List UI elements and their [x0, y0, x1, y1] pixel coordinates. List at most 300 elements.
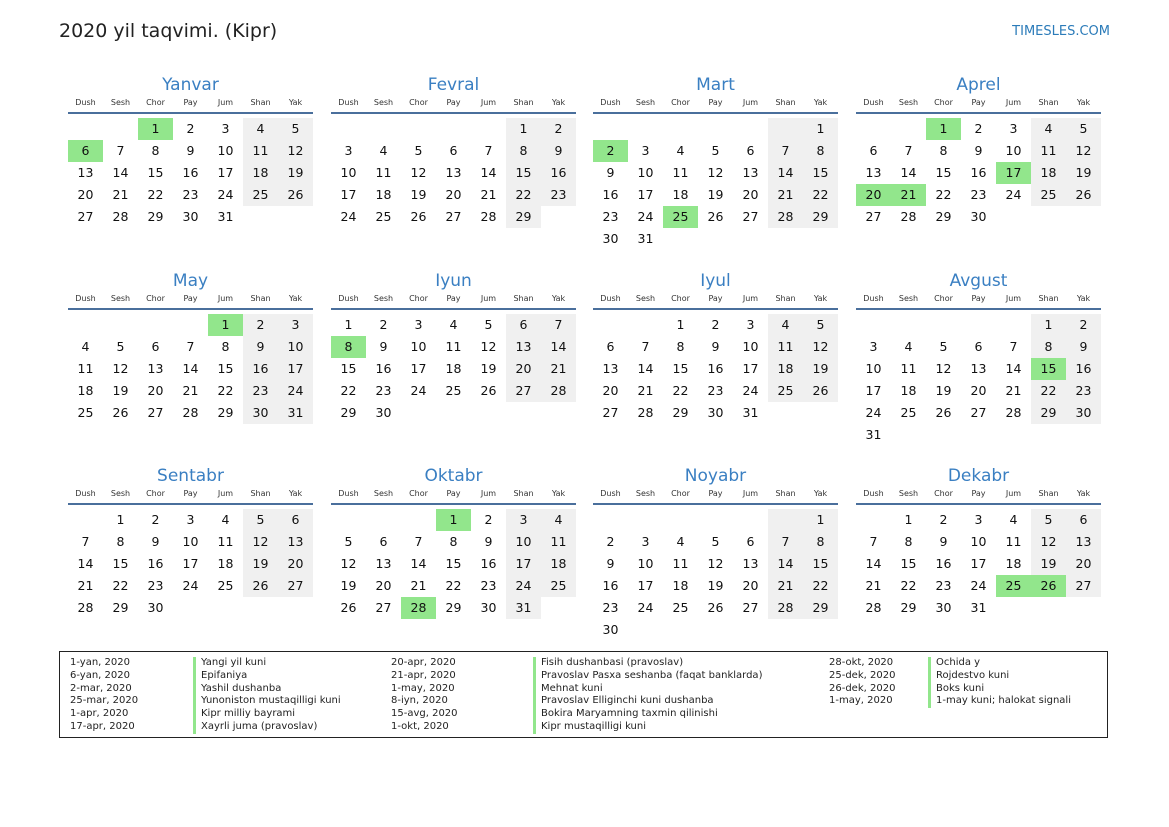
day: 16: [375, 361, 392, 376]
day-grid: [331, 509, 576, 619]
day: 22: [803, 575, 838, 597]
day: 5: [1066, 118, 1101, 140]
day: 20: [1066, 553, 1101, 575]
empty-day: [1066, 424, 1101, 446]
day: 2: [939, 512, 948, 527]
day: 17: [340, 187, 357, 202]
weekday-label: Dush: [600, 294, 621, 303]
day: 19: [1066, 162, 1101, 184]
holiday-day: 26: [1031, 575, 1066, 597]
day: 27: [445, 209, 462, 224]
day: 12: [803, 336, 838, 358]
day: 21: [541, 358, 576, 380]
empty-day: [856, 509, 891, 531]
day: 5: [116, 339, 125, 354]
empty-day: [593, 314, 628, 336]
day: 12: [935, 361, 952, 376]
day: 30: [1066, 402, 1101, 424]
month-iyul: [593, 269, 838, 424]
day: 13: [742, 165, 759, 180]
day: 8: [221, 339, 230, 354]
day: 2: [484, 512, 493, 527]
empty-day: [173, 597, 208, 619]
legend-date: 1-may, 2020: [829, 695, 893, 707]
day: 18: [541, 553, 576, 575]
empty-day: [891, 314, 926, 336]
weekday-header: [331, 97, 576, 114]
weekday-label: Dush: [338, 98, 359, 107]
legend-holiday-name: Bokira Maryamning taxmin qilinishi: [541, 708, 718, 720]
day: 3: [641, 534, 650, 549]
weekday-label: Yak: [551, 98, 566, 107]
day: 4: [221, 512, 230, 527]
day: 30: [480, 600, 497, 615]
legend-date: 6-yan, 2020: [70, 669, 130, 681]
day: 19: [243, 553, 278, 575]
legend-color-bar: [193, 657, 196, 734]
day: 11: [541, 531, 576, 553]
legend-holiday-name: Epifaniya: [201, 669, 248, 681]
day: 1: [803, 118, 838, 140]
day: 15: [672, 361, 689, 376]
empty-day: [856, 314, 891, 336]
empty-day: [768, 228, 803, 250]
weekday-label: Pay: [446, 98, 461, 107]
day: 21: [1005, 383, 1022, 398]
day: 21: [112, 187, 129, 202]
day: 20: [742, 187, 759, 202]
day: 14: [182, 361, 199, 376]
empty-day: [733, 619, 768, 641]
day: 24: [637, 209, 654, 224]
day: 14: [410, 556, 427, 571]
legend-date: 17-apr, 2020: [70, 720, 135, 732]
empty-day: [243, 206, 278, 228]
weekday-label: Dush: [75, 294, 96, 303]
day: 24: [865, 405, 882, 420]
empty-day: [1066, 597, 1101, 619]
day: 19: [340, 578, 357, 593]
day: 30: [602, 231, 619, 246]
day: 4: [449, 317, 458, 332]
weekday-label: Chor: [934, 294, 953, 303]
day: 15: [803, 553, 838, 575]
day: 9: [379, 339, 388, 354]
day: 22: [147, 187, 164, 202]
day: 2: [974, 121, 983, 136]
day: 26: [243, 575, 278, 597]
day: 31: [742, 405, 759, 420]
legend-date: 25-dek, 2020: [829, 669, 896, 681]
day: 1: [676, 317, 685, 332]
legend-holiday-name: Xayrli juma (pravoslav): [201, 720, 318, 732]
day: 20: [278, 553, 313, 575]
weekday-label: Jum: [1005, 294, 1022, 303]
day: 28: [480, 209, 497, 224]
day: 2: [541, 118, 576, 140]
weekday-label: Shan: [775, 294, 796, 303]
day: 27: [970, 405, 987, 420]
day: 9: [606, 556, 615, 571]
legend-holiday-name: Mehnat kuni: [541, 682, 603, 694]
legend-names: [541, 657, 762, 734]
day: 16: [147, 556, 164, 571]
day: 26: [480, 383, 497, 398]
day: 13: [602, 361, 619, 376]
day: 23: [602, 209, 619, 224]
day: 13: [865, 165, 882, 180]
day: 10: [278, 336, 313, 358]
legend-date: 1-okt, 2020: [391, 720, 449, 732]
day: 7: [904, 143, 913, 158]
day: 10: [970, 534, 987, 549]
day: 10: [637, 165, 654, 180]
holiday-day: 8: [331, 336, 366, 358]
day: 7: [116, 143, 125, 158]
weekday-label: Pay: [708, 489, 723, 498]
empty-day: [138, 314, 173, 336]
holiday-day: 21: [891, 184, 926, 206]
empty-day: [331, 118, 366, 140]
weekday-label: Sesh: [635, 294, 656, 303]
empty-day: [1066, 206, 1101, 228]
empty-day: [628, 509, 663, 531]
day: 17: [217, 165, 234, 180]
weekday-label: Pay: [183, 294, 198, 303]
day: 16: [602, 187, 619, 202]
weekday-label: Shan: [513, 294, 534, 303]
day: 17: [970, 556, 987, 571]
day: 14: [900, 165, 917, 180]
weekday-label: Yak: [288, 489, 303, 498]
day: 25: [1031, 184, 1066, 206]
day: 16: [182, 165, 199, 180]
day: 6: [449, 143, 458, 158]
legend-holiday-name: Yunoniston mustaqilligi kuni: [201, 695, 341, 707]
day: 28: [637, 405, 654, 420]
day: 9: [186, 143, 195, 158]
legend-date: 2-mar, 2020: [70, 682, 132, 694]
day: 20: [970, 383, 987, 398]
day: 6: [974, 339, 983, 354]
day: 6: [151, 339, 160, 354]
legend-date: 20-apr, 2020: [391, 657, 456, 668]
empty-day: [698, 118, 733, 140]
day: 20: [445, 187, 462, 202]
day: 18: [768, 358, 803, 380]
empty-day: [103, 118, 138, 140]
day-grid: [68, 118, 313, 228]
empty-day: [278, 597, 313, 619]
day: 20: [602, 383, 619, 398]
holiday-day: 1: [208, 314, 243, 336]
day: 2: [243, 314, 278, 336]
weekday-label: Sesh: [373, 489, 394, 498]
day: 7: [869, 534, 878, 549]
empty-day: [541, 402, 576, 424]
day: 28: [77, 600, 94, 615]
weekday-label: Jum: [480, 294, 497, 303]
day: 11: [1005, 534, 1022, 549]
day: 6: [506, 314, 541, 336]
day: 8: [1031, 336, 1066, 358]
day-grid: [68, 314, 313, 424]
day: 24: [742, 383, 759, 398]
day: 30: [182, 209, 199, 224]
weekday-label: Jum: [217, 294, 234, 303]
day: 14: [1005, 361, 1022, 376]
day: 30: [602, 622, 619, 637]
day: 27: [506, 380, 541, 402]
day: 6: [746, 143, 755, 158]
day: 10: [1005, 143, 1022, 158]
weekday-label: Yak: [813, 489, 828, 498]
day: 23: [1066, 380, 1101, 402]
day: 30: [970, 209, 987, 224]
empty-day: [996, 206, 1031, 228]
site-link[interactable]: TIMESLES.COM: [1012, 24, 1110, 39]
day: 11: [672, 556, 689, 571]
legend-holiday-name: 1-may kuni; halokat signali: [936, 695, 1071, 707]
weekday-label: Pay: [708, 98, 723, 107]
day: 5: [278, 118, 313, 140]
empty-day: [593, 118, 628, 140]
day: 9: [974, 143, 983, 158]
weekday-header: [856, 488, 1101, 505]
legend-date: 1-may, 2020: [391, 682, 455, 694]
day: 14: [480, 165, 497, 180]
day: 15: [112, 556, 129, 571]
weekday-label: Dush: [600, 489, 621, 498]
weekday-label: Shan: [775, 489, 796, 498]
day: 3: [641, 143, 650, 158]
weekday-label: Sesh: [110, 294, 131, 303]
day: 24: [506, 575, 541, 597]
weekday-label: Sesh: [898, 98, 919, 107]
day: 29: [147, 209, 164, 224]
empty-day: [926, 424, 961, 446]
day: 29: [340, 405, 357, 420]
day: 24: [217, 187, 234, 202]
weekday-label: Dush: [75, 489, 96, 498]
day: 8: [803, 531, 838, 553]
weekday-label: Jum: [217, 489, 234, 498]
day: 24: [340, 209, 357, 224]
weekday-label: Jum: [1005, 98, 1022, 107]
month-noyabr: [593, 464, 838, 641]
month-oktabr: [331, 464, 576, 619]
day: 1: [803, 509, 838, 531]
day: 4: [243, 118, 278, 140]
weekday-label: Pay: [446, 489, 461, 498]
weekday-label: Shan: [1038, 98, 1059, 107]
weekday-label: Sesh: [110, 489, 131, 498]
day: 29: [112, 600, 129, 615]
day: 29: [445, 600, 462, 615]
empty-day: [436, 118, 471, 140]
day: 29: [1031, 402, 1066, 424]
day: 2: [151, 512, 160, 527]
empty-day: [926, 314, 961, 336]
day: 1: [116, 512, 125, 527]
day: 6: [606, 339, 615, 354]
day: 3: [506, 509, 541, 531]
day: 9: [151, 534, 160, 549]
day: 26: [410, 209, 427, 224]
day: 22: [672, 383, 689, 398]
day: 26: [707, 209, 724, 224]
day: 3: [1009, 121, 1018, 136]
day: 1: [506, 118, 541, 140]
day: 4: [768, 314, 803, 336]
day: 12: [243, 531, 278, 553]
empty-day: [506, 402, 541, 424]
legend-date: 1-yan, 2020: [70, 657, 130, 668]
day: 23: [707, 383, 724, 398]
day: 7: [541, 314, 576, 336]
day: 12: [480, 339, 497, 354]
weekday-label: Shan: [513, 98, 534, 107]
day: 5: [414, 143, 423, 158]
empty-day: [541, 206, 576, 228]
day: 9: [243, 336, 278, 358]
day: 26: [803, 380, 838, 402]
day: 21: [865, 578, 882, 593]
day: 24: [278, 380, 313, 402]
day: 4: [904, 339, 913, 354]
weekday-label: Chor: [671, 489, 690, 498]
day: 19: [480, 361, 497, 376]
day: 8: [803, 140, 838, 162]
weekday-label: Dush: [863, 489, 884, 498]
day: 17: [278, 358, 313, 380]
day: 9: [484, 534, 493, 549]
day: 12: [112, 361, 129, 376]
day: 14: [541, 336, 576, 358]
day: 22: [935, 187, 952, 202]
holiday-day: 25: [996, 575, 1031, 597]
day: 2: [606, 534, 615, 549]
day: 18: [1031, 162, 1066, 184]
empty-day: [768, 118, 803, 140]
day: 20: [742, 578, 759, 593]
day: 30: [147, 600, 164, 615]
empty-day: [331, 509, 366, 531]
day: 20: [375, 578, 392, 593]
empty-day: [436, 402, 471, 424]
weekday-label: Chor: [934, 98, 953, 107]
day: 29: [506, 206, 541, 228]
day: 16: [480, 556, 497, 571]
day: 5: [1031, 509, 1066, 531]
day: 28: [182, 405, 199, 420]
empty-day: [803, 402, 838, 424]
day: 4: [379, 143, 388, 158]
day: 3: [278, 314, 313, 336]
day: 16: [970, 165, 987, 180]
holiday-day: 20: [856, 184, 891, 206]
month-name: Oktabr: [424, 466, 483, 486]
day: 11: [672, 165, 689, 180]
month-name: Mart: [696, 75, 735, 95]
weekday-label: Dush: [600, 98, 621, 107]
day: 6: [379, 534, 388, 549]
day: 27: [375, 600, 392, 615]
legend-color-bar: [928, 657, 931, 708]
weekday-label: Chor: [146, 98, 165, 107]
day: 19: [935, 383, 952, 398]
day: 23: [602, 600, 619, 615]
empty-day: [173, 314, 208, 336]
month-name: Sentabr: [157, 466, 224, 486]
legend-holiday-name: Pravoslav Pasxa seshanba (faqat banklarda): [541, 669, 763, 681]
day: 11: [768, 336, 803, 358]
empty-day: [208, 597, 243, 619]
day: 13: [147, 361, 164, 376]
day: 27: [278, 575, 313, 597]
day: 6: [869, 143, 878, 158]
day: 30: [375, 405, 392, 420]
weekday-label: Jum: [217, 98, 234, 107]
weekday-header: [593, 293, 838, 310]
day: 7: [641, 339, 650, 354]
day: 19: [410, 187, 427, 202]
empty-day: [768, 509, 803, 531]
month-may: [68, 269, 313, 424]
legend-color-bar: [533, 657, 536, 734]
holiday-day: 6: [68, 140, 103, 162]
day: 22: [112, 578, 129, 593]
weekday-label: Jum: [742, 489, 759, 498]
weekday-label: Jum: [480, 98, 497, 107]
day: 25: [900, 405, 917, 420]
day-grid: [331, 314, 576, 424]
day: 27: [865, 209, 882, 224]
empty-day: [243, 597, 278, 619]
weekday-label: Yak: [288, 294, 303, 303]
weekday-header: [856, 293, 1101, 310]
day: 16: [541, 162, 576, 184]
empty-day: [698, 509, 733, 531]
month-name: May: [172, 271, 209, 291]
day-grid: [856, 314, 1101, 446]
weekday-label: Yak: [288, 98, 303, 107]
weekday-label: Chor: [934, 489, 953, 498]
weekday-label: Chor: [409, 98, 428, 107]
day: 1: [904, 512, 913, 527]
day: 18: [1005, 556, 1022, 571]
day: 26: [340, 600, 357, 615]
day: 23: [541, 184, 576, 206]
day: 8: [676, 339, 685, 354]
day: 22: [900, 578, 917, 593]
empty-day: [768, 402, 803, 424]
day: 18: [672, 187, 689, 202]
day: 25: [672, 600, 689, 615]
day: 21: [768, 184, 803, 206]
day: 20: [77, 187, 94, 202]
legend-holiday-name: Kipr mustaqilligi kuni: [541, 720, 647, 732]
weekday-label: Pay: [971, 489, 986, 498]
day-grid: [593, 314, 838, 424]
day: 24: [970, 578, 987, 593]
holiday-day: 1: [926, 118, 961, 140]
day: 12: [410, 165, 427, 180]
empty-day: [1031, 597, 1066, 619]
day: 17: [182, 556, 199, 571]
day-grid: [331, 118, 576, 228]
day: 15: [217, 361, 234, 376]
